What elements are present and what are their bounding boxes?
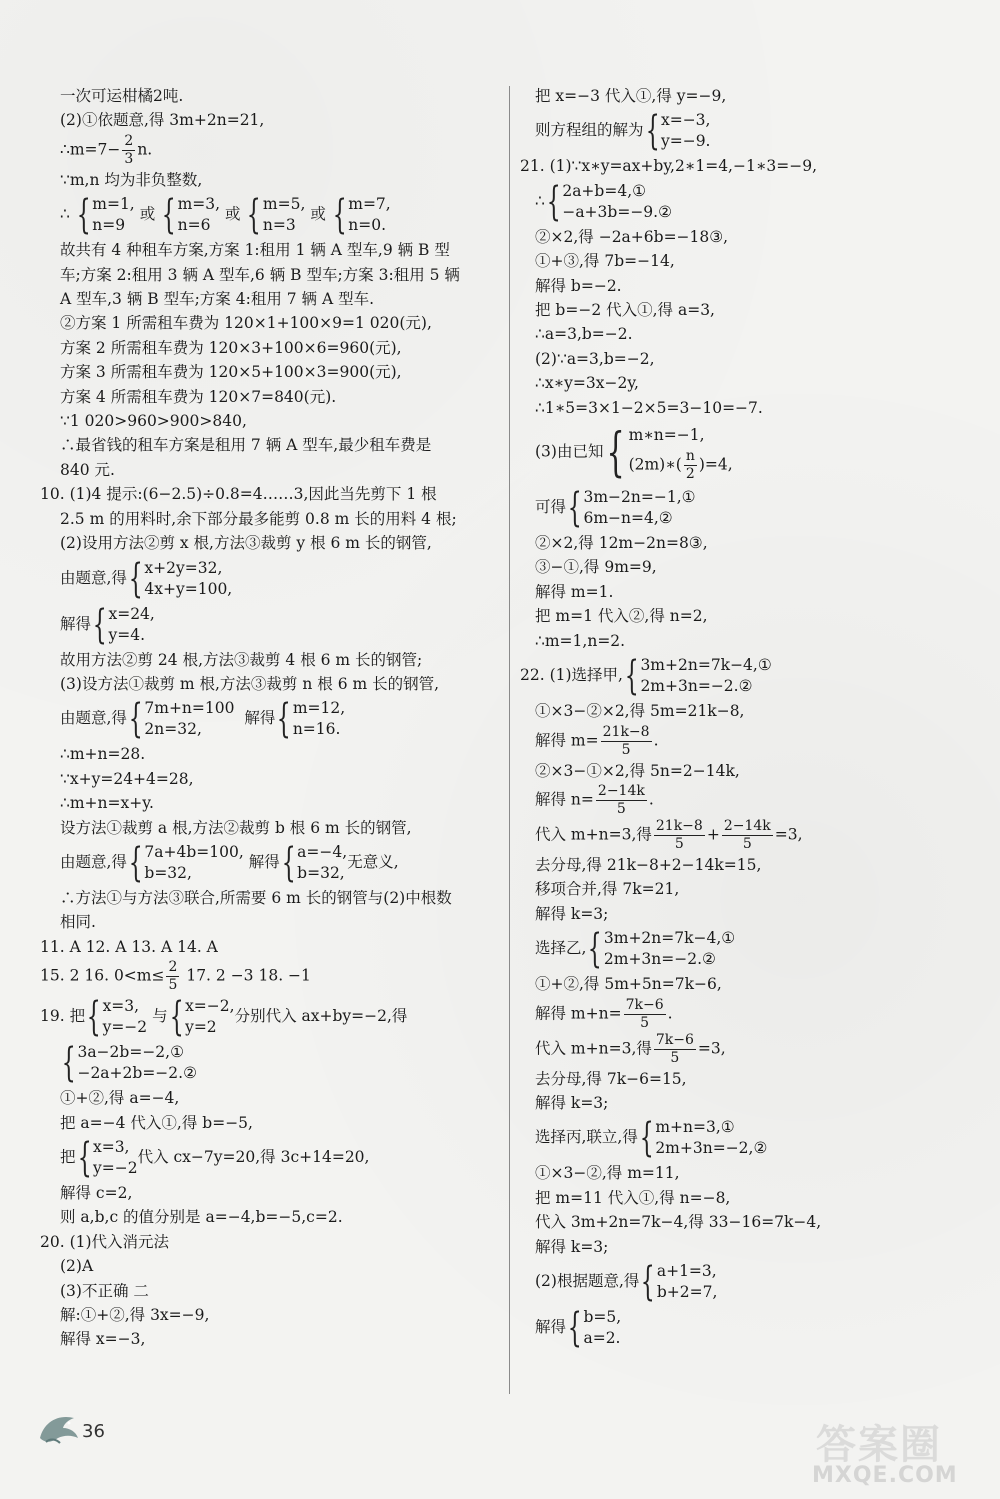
text-span: 选择乙, — [535, 939, 587, 958]
text-span: 由题意,得 — [60, 709, 127, 728]
denominator: 5 — [168, 977, 178, 994]
denominator: 5 — [670, 1049, 680, 1066]
text-span: 解得 — [60, 614, 92, 633]
text-line: ①×3−②×2,得 5m=21k−8, — [535, 702, 745, 721]
equation: 3m−2n=−1,① — [583, 488, 696, 507]
equation-line — [520, 485, 960, 531]
text-span: n. — [137, 140, 153, 159]
text-line: 解:①+②,得 3x=−9, — [60, 1306, 210, 1324]
text-span: (2)根据题意,得 — [535, 1271, 640, 1290]
equation-line — [60, 602, 505, 648]
text-span: (1)∵x∗y=ax+by,2∗1=4,−1∗3=−9, — [549, 157, 817, 176]
fraction — [122, 133, 135, 168]
text-line: ①+③,得 7b=−14, — [535, 252, 675, 271]
equation-line — [520, 108, 960, 154]
column-divider — [509, 86, 510, 1394]
watermark-cn: 答案圈 — [816, 1422, 942, 1468]
text-span: + — [706, 825, 720, 844]
text-line: 去分母,得 7k−6=15, — [535, 1069, 687, 1088]
therefore-symbol: ∴ — [60, 205, 70, 224]
equation: 2a+b=4,① — [562, 181, 647, 200]
equation-line — [520, 926, 960, 972]
text-span: 代入 m+n=3,得 — [535, 825, 652, 844]
text-line: 解得 m=1. — [535, 582, 614, 601]
question-20-line — [40, 1230, 505, 1254]
equation-system: { m∗n=−1, (2m)∗( $\frac{n}{2}$ )=4, — [606, 422, 733, 483]
equation-system: { 3m+2n=7k−4,① 2m+3n=−2.② — [588, 926, 736, 973]
text-span: 分别代入 ax+by=−2,得 — [234, 1007, 408, 1026]
text-line: (3)设方法①裁剪 m 根,方法③裁剪 n 根 6 m 长的钢管, — [60, 674, 440, 693]
equation: 2n=32, — [144, 720, 202, 739]
text-line: 设方法①裁剪 a 根,方法②裁剪 b 根 6 m 长的钢管, — [60, 818, 412, 837]
text-span: 把 — [69, 1007, 86, 1026]
text-span: 或 — [139, 205, 156, 224]
equation: −2a+2b=−2.② — [77, 1064, 197, 1083]
equation-line — [60, 840, 505, 886]
therefore-symbol: ∴ — [535, 191, 545, 210]
equation: a+1=3, — [656, 1261, 717, 1280]
fraction — [722, 818, 773, 853]
equation-system: { x+2y=32, 4x+y=100, — [128, 555, 233, 602]
numerator: 7k−6 — [655, 1031, 694, 1048]
equation: 3m+2n=7k−4,① — [640, 656, 772, 675]
equation: 7a+4b=100, — [144, 842, 244, 861]
text-span: ∴m=7− — [60, 140, 121, 159]
text-span: 或 — [310, 205, 326, 224]
text-line: 840 元. — [60, 460, 115, 479]
text-span: 解得 m+n= — [535, 1004, 622, 1023]
equation: b=32, — [144, 863, 192, 882]
text-line: ①+②,得 a=−4, — [60, 1089, 180, 1108]
text-span: 选择丙,联立,得 — [535, 1128, 638, 1147]
equation-line — [60, 1040, 505, 1086]
question-10-line — [40, 482, 505, 506]
text-span: 15. 2 16. 0<m≤ — [40, 966, 165, 985]
equation: 4x+y=100, — [144, 579, 233, 598]
denominator: 5 — [674, 835, 684, 852]
brace: { — [76, 192, 91, 239]
text-line: ∵x+y=24+4=28, — [60, 769, 194, 788]
equation-line — [520, 724, 960, 759]
text-line: 则 a,b,c 的值分别是 a=−4,b=−5,c=2. — [60, 1208, 343, 1227]
equation: 7m+n=100 — [144, 699, 235, 718]
equation: y=−2 — [102, 1018, 148, 1037]
text-line: 把 m=11 代入①,得 n=−8, — [535, 1188, 731, 1207]
equation-system: { 3a−2b=−2,① −2a+2b=−2.② — [61, 1040, 197, 1087]
equation: 3a−2b=−2,① — [77, 1043, 184, 1062]
equation-line — [60, 556, 505, 602]
equation: m=3, — [177, 195, 221, 214]
text-line: 故用方法②剪 24 根,方法③裁剪 4 根 6 m 长的钢管; — [60, 650, 423, 669]
equation: b=32, — [297, 863, 345, 882]
text-span: 或 — [225, 205, 241, 224]
text-span: 17. 2 −3 18. −1 — [181, 966, 311, 985]
denominator: 3 — [124, 150, 134, 167]
equation-system: { m=3, n=6 — [161, 192, 221, 239]
equation: m=5, — [262, 195, 306, 214]
equation: b+2=7, — [656, 1282, 718, 1301]
text-span: 由题意,得 — [60, 852, 127, 871]
fraction — [654, 818, 705, 853]
equation: 6m−n=4,② — [583, 509, 673, 528]
question-number: 21. — [520, 157, 545, 176]
left-column — [40, 84, 505, 1352]
text-line: 车;方案 2:租用 3 辆 A 型车,6 辆 B 型车;方案 3:租用 5 辆 — [60, 265, 460, 284]
equation-system: { x=−2, y=2 — [169, 994, 235, 1041]
equation: 2m+3n=−2,② — [655, 1139, 768, 1158]
text-span: (3)由已知 — [535, 442, 604, 461]
text-line: 故共有 4 种租车方案,方案 1:租用 1 辆 A 型车,9 辆 B 型 — [60, 241, 450, 260]
equation: 2m+3n=−2.② — [640, 677, 753, 696]
equation: m=7, — [348, 195, 391, 214]
text-line: (2)①依题意,得 3m+2n=21, — [60, 111, 265, 130]
text-span: 把 — [60, 1147, 76, 1166]
text-line: 解得 b=−2. — [535, 276, 622, 295]
text-line — [60, 133, 505, 168]
equation — [629, 448, 733, 483]
text-line: 解得 k=3; — [535, 904, 609, 923]
text-span: 解得 — [248, 852, 280, 871]
equation-system: { 3m+2n=7k−4,① 2m+3n=−2.② — [624, 653, 772, 700]
numerator: 21k−8 — [655, 817, 703, 834]
equation: n=16. — [292, 720, 341, 739]
text-line: 解得 k=3; — [535, 1237, 609, 1256]
denominator: 5 — [640, 1014, 650, 1031]
text-line: ∴1∗5=3×1−2×5=3−10=−7. — [535, 398, 763, 417]
text-line: ∵1 020>960>900>840, — [60, 412, 247, 431]
equation-system: { b=5, a=2. — [567, 1304, 622, 1351]
text-line: ③−①,得 9m=9, — [535, 558, 657, 577]
equation: m=1, — [92, 195, 135, 214]
equation: m+n=3,① — [655, 1118, 735, 1137]
equation: b=5, — [583, 1307, 622, 1326]
text-span: 无意义, — [347, 852, 399, 871]
equation: x=24, — [108, 604, 155, 623]
watermark-en: MXQE.COM — [812, 1463, 958, 1488]
watermark — [802, 1413, 992, 1491]
numerator: 2 — [168, 959, 178, 976]
text-line: 去分母,得 21k−8+2−14k=15, — [535, 855, 762, 874]
equation-line — [520, 818, 960, 853]
fraction — [654, 1032, 696, 1067]
text-line: ①+②,得 5m+5n=7k−6, — [535, 975, 722, 994]
numerator: n — [685, 448, 695, 465]
text-span: =3, — [774, 825, 803, 844]
equation-line — [520, 420, 960, 485]
equation-system: { x=3, y=−2 — [77, 1134, 138, 1181]
denominator: 5 — [616, 800, 626, 817]
text-line: 一次可运柑橘2吨. — [60, 87, 184, 105]
text-line: 解得 x=−3, — [60, 1330, 146, 1349]
equation: m∗n=−1, — [628, 426, 705, 445]
equation-system: { x=3, y=−2 — [86, 994, 148, 1041]
text-line: 把 b=−2 代入①,得 a=3, — [535, 301, 715, 320]
fraction — [624, 997, 666, 1032]
text-line: ∴m+n=28. — [60, 745, 146, 764]
equation-system: { 2a+b=4,① −a+3b=−9.② — [546, 178, 672, 225]
numerator: 2 — [124, 132, 134, 149]
equation-system: { 7a+4b=100, b=32, — [128, 839, 244, 886]
text-line: A 型车,3 辆 B 型车;方案 4:租用 7 辆 A 型车. — [60, 290, 375, 309]
text-line: ∴a=3,b=−2. — [535, 325, 633, 344]
text-span: )=4, — [698, 455, 733, 474]
equation: y=2 — [185, 1018, 217, 1037]
text-span: =3, — [697, 1039, 726, 1058]
equation: n=3 — [262, 216, 296, 235]
text-span: 则方程组的解为 — [535, 121, 644, 140]
answers-line: 11. A 12. A 13. A 14. A — [40, 937, 218, 956]
text-line: ②方案 1 所需租车费为 120×1+100×9=1 020(元), — [60, 314, 432, 333]
text-line: (2)∵a=3,b=−2, — [535, 349, 655, 368]
text-span: 解得 n= — [535, 790, 594, 809]
text-line: 方案 4 所需租车费为 120×7=840(元). — [60, 387, 337, 406]
text-span: . — [653, 731, 659, 749]
equation-system: { a+1=3, b+2=7, — [641, 1258, 718, 1305]
question-19-line — [40, 994, 505, 1040]
text-span: 代入 cx−7y=20,得 3c+14=20, — [137, 1147, 370, 1166]
equation-system: { m+n=3,① 2m+3n=−2,② — [639, 1115, 768, 1162]
equation: m=12, — [292, 699, 346, 718]
text-span: . — [667, 1004, 673, 1023]
text-line: (2)A — [60, 1257, 94, 1276]
numerator: 2−14k — [723, 817, 771, 834]
equation: x=−3, — [660, 111, 711, 130]
text-line: 方案 3 所需租车费为 120×5+100×3=900(元), — [60, 363, 402, 382]
text-line: 移项合并,得 7k=21, — [535, 880, 680, 899]
text-line: ∴最省钱的租车方案是租用 7 辆 A 型车,最少租车费是 — [60, 436, 432, 455]
equation-line — [520, 1259, 960, 1305]
equation: x=−2, — [185, 997, 235, 1016]
equation-system: { x=24, y=4. — [92, 601, 155, 648]
text-line: 把 x=−3 代入①,得 y=−9, — [535, 87, 727, 105]
question-number: 22. — [520, 666, 545, 685]
text-line: ②×3−①×2,得 5n=2−14k, — [535, 761, 740, 780]
dolphin-icon — [36, 1408, 82, 1448]
equation: x=3, — [102, 997, 140, 1016]
text-line: 2.5 m 的用料时,余下部分最多能剪 0.8 m 长的用料 4 根; — [60, 509, 457, 528]
equation-system: { m=12, n=16. — [277, 696, 346, 743]
equation: n=0. — [348, 216, 387, 235]
equation: 2m+3n=−2.② — [603, 950, 716, 969]
fraction — [684, 448, 697, 483]
text-span: 解得 m= — [535, 731, 599, 749]
text-line: ∴m+n=x+y. — [60, 794, 154, 813]
equation: n=6 — [177, 216, 211, 235]
text-line: 相同. — [60, 913, 96, 932]
fraction — [601, 724, 652, 759]
text-span: 与 — [152, 1007, 168, 1026]
text-span: 可得 — [535, 498, 567, 517]
text-line: 解得 k=3; — [535, 1093, 609, 1112]
equation-line — [520, 1305, 960, 1351]
equation: x+2y=32, — [144, 558, 223, 577]
text-span: 解得 — [535, 1317, 567, 1336]
text-span: 代入 m+n=3,得 — [535, 1039, 652, 1058]
equation-system: { a=−4, b=32, — [281, 839, 348, 886]
text-line: (3)不正确 二 — [60, 1281, 149, 1300]
equation-line — [520, 179, 960, 225]
equation-system: { m=7, n=0. — [332, 192, 391, 239]
text-line: 方案 2 所需租车费为 120×3+100×6=960(元), — [60, 338, 402, 357]
text-line: ②×2,得 12m−2n=8③, — [535, 534, 708, 553]
equation-system: { x=−3, y=−9. — [645, 108, 711, 155]
text-line: 把 a=−4 代入①,得 b=−5, — [60, 1113, 253, 1132]
equation: −a+3b=−9.② — [562, 202, 672, 221]
question-21-line — [520, 154, 960, 178]
equation-line — [520, 1115, 960, 1161]
text-span: (1)选择甲, — [549, 666, 623, 685]
text-span: (1)4 提示:(6−2.5)÷0.8=4……3,因此当先剪下 1 根 — [69, 485, 437, 504]
text-line: ∴x∗y=3x−2y, — [535, 374, 639, 393]
text-line: 解得 c=2, — [60, 1183, 133, 1202]
page-number: 36 — [82, 1421, 105, 1442]
equation-system: { 3m−2n=−1,① 6m−n=4,② — [567, 485, 696, 532]
question-number: 19. — [40, 1007, 65, 1026]
equation: x=3, — [92, 1137, 130, 1156]
text-line: ∵m,n 均为非负整数, — [60, 170, 203, 189]
equation: n=9 — [92, 216, 126, 235]
fraction — [166, 959, 179, 994]
text-span: 由题意,得 — [60, 568, 127, 587]
numerator: 7k−6 — [625, 996, 664, 1013]
text-line: ∴方法①与方法③联合,所需要 6 m 长的钢管与(2)中根数 — [60, 888, 452, 907]
text-span: . — [648, 790, 654, 809]
equation-line — [60, 696, 505, 742]
denominator: 2 — [685, 466, 695, 483]
equation: a=−4, — [297, 842, 348, 861]
answers-line — [40, 959, 505, 994]
question-number: 10. — [40, 485, 65, 504]
equation-system — [75, 192, 135, 239]
numerator: 21k−8 — [602, 723, 650, 740]
text-line: ∴m=1,n=2. — [535, 631, 626, 650]
text-span: 解得 — [244, 709, 276, 728]
equation: y=−9. — [660, 132, 711, 151]
denominator: 5 — [742, 835, 752, 852]
text-line: 代入 3m+2n=7k−4,得 33−16=7k−4, — [535, 1213, 822, 1232]
text-line: ①×3−②,得 m=11, — [535, 1164, 680, 1183]
equation-line — [520, 997, 960, 1032]
numerator: 2−14k — [597, 782, 645, 799]
right-column — [520, 84, 960, 1351]
solution-options-line — [60, 192, 505, 238]
equation: 3m+2n=7k−4,① — [603, 929, 736, 948]
equation-line — [520, 1032, 960, 1067]
text-line: ②×2,得 −2a+6b=−18③, — [535, 227, 729, 246]
question-number: 20. — [40, 1232, 65, 1251]
equation: y=4. — [108, 625, 146, 644]
text-line: 把 m=1 代入②,得 n=2, — [535, 607, 708, 626]
text-span: (2m)∗( — [628, 455, 682, 474]
equation-system: { m=5, n=3 — [247, 192, 306, 239]
text-line: (2)设用方法②剪 x 根,方法③裁剪 y 根 6 m 长的钢管, — [60, 534, 432, 553]
fraction — [596, 783, 647, 818]
denominator: 5 — [621, 741, 631, 758]
text-span: (1)代入消元法 — [69, 1232, 170, 1251]
question-22-line — [520, 653, 960, 699]
equation-line — [60, 1135, 505, 1181]
equation: y=−2 — [92, 1158, 138, 1177]
equation: a=2. — [583, 1328, 621, 1347]
equation-line — [520, 783, 960, 818]
equation-system: { 7m+n=100 2n=32, — [128, 696, 235, 743]
